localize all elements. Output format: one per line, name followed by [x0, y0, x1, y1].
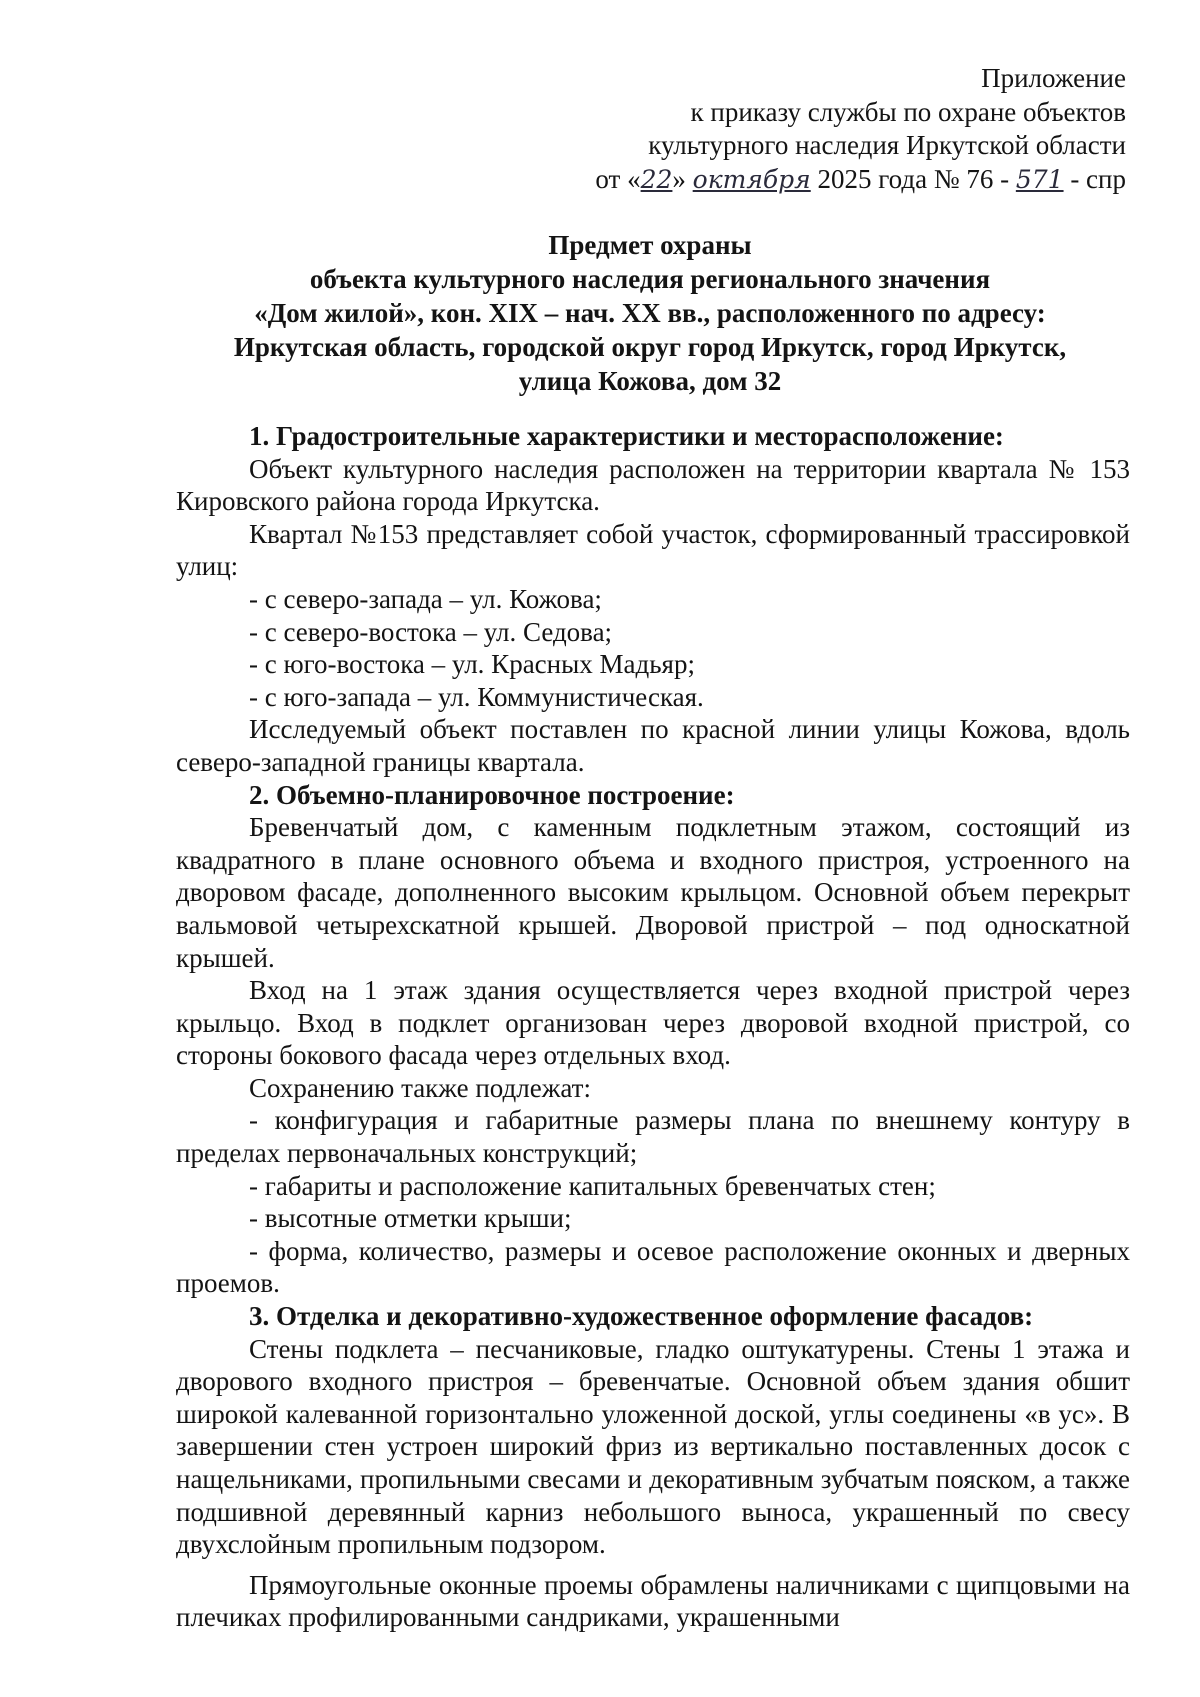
section-1-paragraph: Исследуемый объект поставлен по красной линии улицы Кожова, вдоль северо-западной границы квартала. — [176, 714, 1130, 777]
list-item: - габариты и расположение капитальных бревенчатых стен; — [249, 1170, 936, 1201]
title-line-3: «Дом жилой», кон. XIX – нач. XX вв., расположенного по адресу: — [254, 298, 1046, 328]
list-item: - с северо-востока – ул. Седова; — [249, 616, 613, 647]
section-2-paragraph: Вход на 1 этаж здания осуществляется через входной пристрой через крыльцо. Вход в подклет организован через дворовой входной пристрой, со стороны бокового фасада через отдельных вход. — [176, 975, 1130, 1071]
title-line-2: объекта культурного наследия регионального значения — [309, 264, 991, 294]
date-year-order: 2025 года № 76 - — [817, 163, 1010, 194]
list-item: - с юго-востока – ул. Красных Мадьяр; — [249, 649, 695, 680]
list-item: - форма, количество, размеры и осевое расположение оконных и дверных проемов. — [176, 1235, 1130, 1299]
appendix-authority: культурного наследия Иркутской области — [648, 130, 1126, 160]
section-1-paragraph: Квартал №153 представляет собой участок, сформированный трассировкой улиц: — [176, 518, 1130, 582]
section-3-paragraph: Прямоугольные оконные проемы обрамлены наличниками с щипцовыми на плечиках профилированными сандриками, украшенными — [176, 1569, 1130, 1633]
order-suffix: - спр — [1070, 163, 1126, 194]
date-prefix: от « — [595, 163, 641, 194]
section-1-paragraph: Объект культурного наследия расположен на территории квартала № 153 Кировского района города Иркутска. — [176, 453, 1130, 517]
section-2-heading: 2. Объемно-планировочное построение: — [249, 779, 735, 810]
section-3-paragraph: Стены подклета – песчаниковые, гладко оштукатурены. Стены 1 этажа и дворового входного пристроя – бревенчатые. Основной объем здания обшит широкой калеванной горизонтально уложенной доской, углы соединены «в ус». В завершении стен устроен широкий фриз из вертикально поставленных досок с нащельниками, пропильными свесами и декоративным зубчатым пояском, а также подшивной деревянный карниз небольшого выноса, украшенный по свесу двухслойным пропильным подзором. — [176, 1333, 1130, 1560]
section-3-heading: 3. Отделка и декоративно-художественное оформление фасадов: — [249, 1301, 1034, 1332]
list-item: - с юго-запада – ул. Коммунистическая. — [249, 681, 704, 712]
section-1-heading: 1. Градостроительные характеристики и месторасположение: — [249, 421, 1004, 451]
list-item: - с северо-запада – ул. Кожова; — [249, 583, 602, 614]
list-item: - конфигурация и габаритные размеры плана по внешнему контуру в пределах первоначальных конструкций; — [176, 1105, 1130, 1169]
appendix-date-line — [595, 163, 1126, 197]
section-2-paragraph: Бревенчатый дом, с каменным подклетным этажом, состоящий из квадратного в плане основного объема и входного пристроя, устроенного на дворовом фасаде, дополненного высоким крыльцом. Основной объем перекрыт вальмовой четырехскатной крышей. Дворовой пристрой – под односкатной крышей. — [176, 812, 1130, 973]
appendix-header — [595, 62, 1126, 196]
appendix-label: Приложение — [981, 63, 1126, 93]
title-line-5: улица Кожова, дом 32 — [518, 366, 782, 396]
document-title — [170, 228, 1130, 398]
appendix-order-ref: к приказу службы по охране объектов — [690, 96, 1126, 127]
title-line-4: Иркутская область, городской округ город Иркутск, город Иркутск, — [233, 332, 1067, 362]
date-month: октября — [692, 164, 811, 194]
order-number: 571 — [1015, 164, 1064, 194]
list-item: - высотные отметки крыши; — [249, 1203, 572, 1234]
title-line-1: Предмет охраны — [548, 230, 752, 260]
date-day: 22 — [640, 164, 673, 194]
section-2-paragraph: Сохранению также подлежат: — [249, 1072, 591, 1103]
document-body — [176, 420, 1130, 1634]
date-mid: » — [672, 163, 686, 194]
